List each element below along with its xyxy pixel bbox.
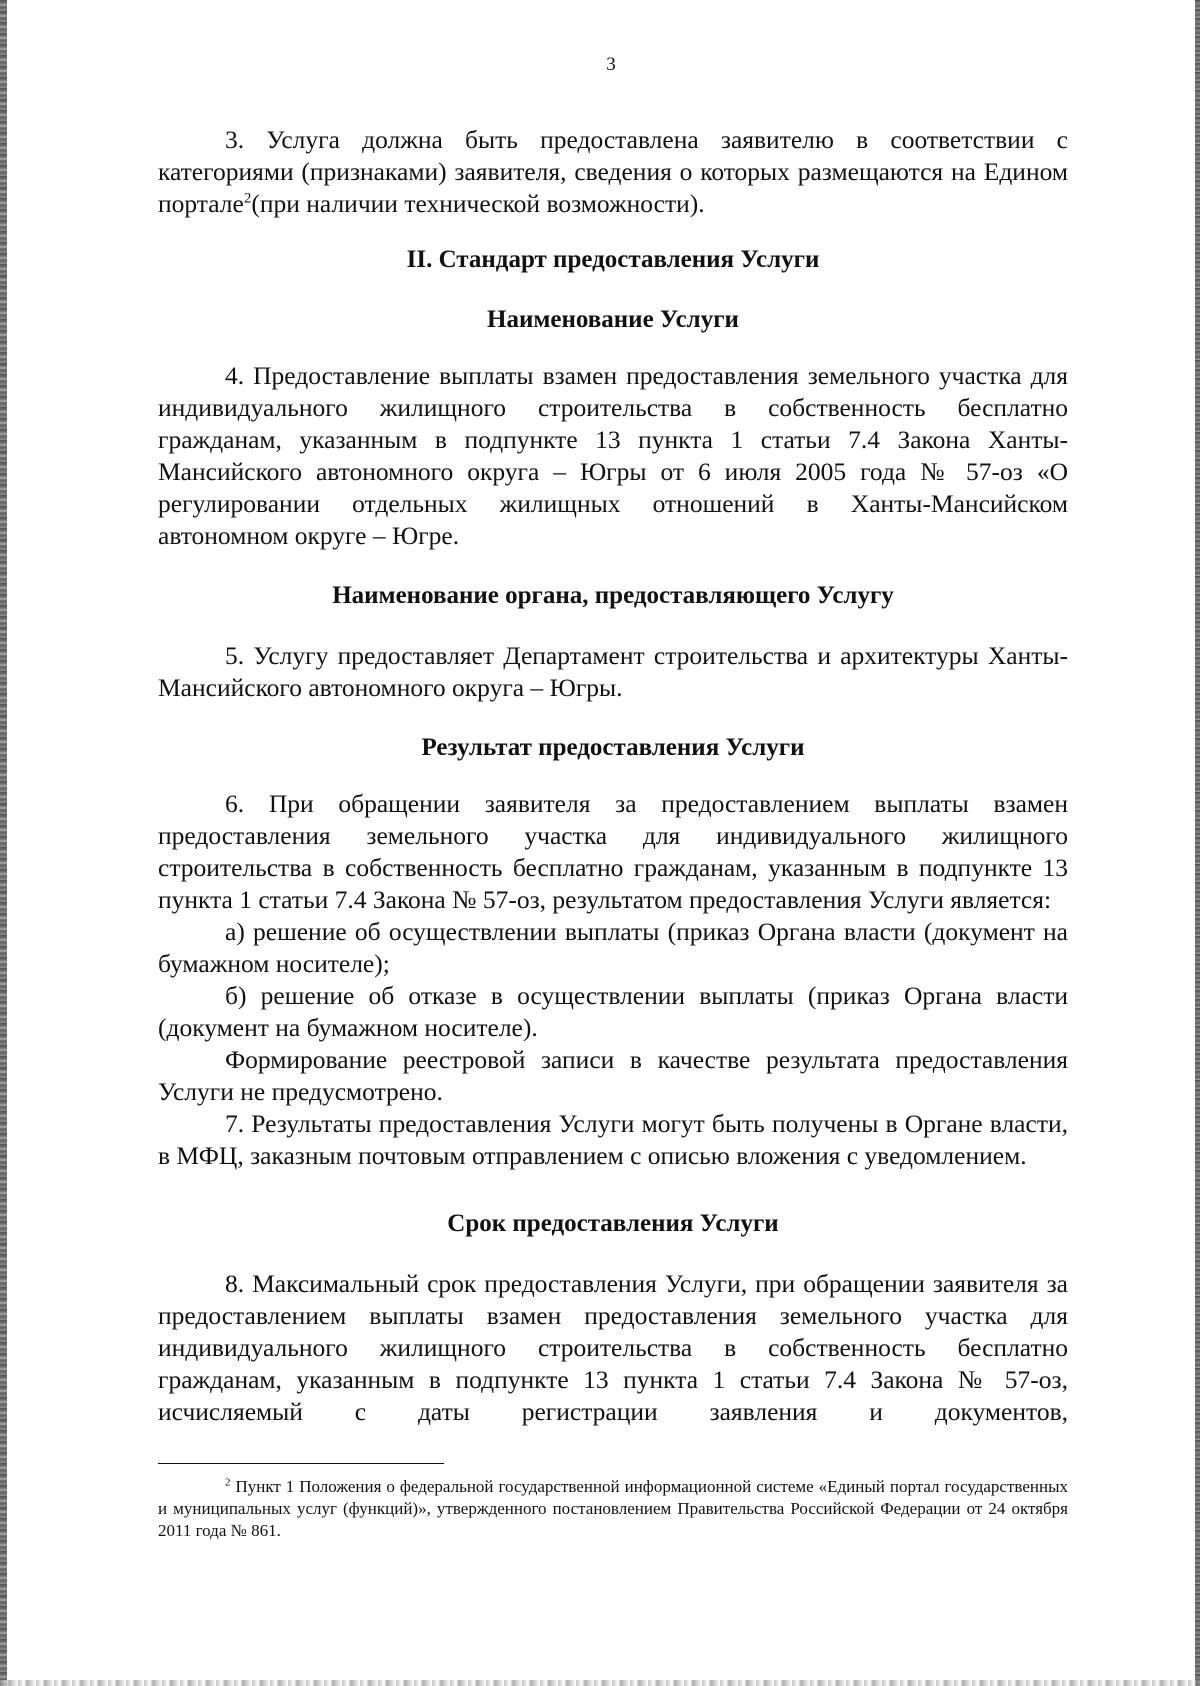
paragraph-item-8: 8. Максимальный срок предоставления Услуги, при обращении заявителя за предоставлением выплаты взамен предоставления земельного участка для индивидуального жилищного строительства в собственность бесплатно гражданам, указанным в подпункте 13 пункта 1 статьи 7.4 Закона № 57-оз, исчисляемый с даты регистрации заявления и документов, [158,1269,1068,1426]
heading-service-name: Наименование Услуги [487,306,739,333]
document-body [158,124,1068,1428]
footnote-ref: 2 [243,190,252,207]
paragraph-item-6: 6. При обращении заявителя за предоставлением выплаты взамен предоставления земельного участка для индивидуального жилищного строительства в собственность бесплатно гражданам, указанным в подпункте 13 пункта 1 статьи 7.4 Закона № 57-оз, результатом предоставления Услуги является: [158,789,1068,914]
scan-edge-left [0,0,7,1686]
scan-edge-right [1195,0,1200,1686]
section-title: II. Стандарт предоставления Услуги [406,246,820,273]
item-3-text-tail: (при наличии технической возможности). [251,189,705,218]
paragraph-item-5: 5. Услугу предоставляет Департамент строительства и архитектуры Ханты-Мансийского автономного округа – Югры. [158,641,1068,702]
heading-result: Результат предоставления Услуги [421,734,805,761]
footnote-number: 2 [225,1476,231,1489]
paragraph-item-4: 4. Предоставление выплаты взамен предоставления земельного участка для индивидуального жилищного строительства в собственность бесплатно гражданам, указанным в подпункте 13 пункта 1 статьи 7.4 Закона Ханты-Мансийского автономного округа – Югры от 6 июля 2005 года № 57-оз «О регулировании отдельных жилищных отношений в Ханты-Мансийском автономном округе – Югре. [158,361,1068,550]
item-3-text: 3. Услуга должна быть предоставлена заявителю в соответствии с категориями (признаками) заявителя, сведения о которых размещаются на Едином портале [158,125,1068,218]
paragraph-item-6c: Формирование реестровой записи в качестве результата предоставления Услуги не предусмотрено. [158,1045,1068,1106]
paragraph-item-3 [158,124,1068,220]
footnote [158,1476,1068,1542]
paragraph-item-6b: б) решение об отказе в осуществлении выплаты (приказ Органа власти (документ на бумажном носителе). [158,981,1068,1042]
heading-organ-name: Наименование органа, предоставляющего Услугу [332,582,894,609]
paragraph-item-6a: а) решение об осуществлении выплаты (приказ Органа власти (документ на бумажном носителе); [158,917,1068,978]
heading-term: Срок предоставления Услуги [447,1210,779,1237]
paragraph-item-7: 7. Результаты предоставления Услуги могут быть получены в Органе власти, в МФЦ, заказным почтовым отправлением с описью вложения с уведомлением. [158,1109,1068,1170]
page-number: 3 [606,54,616,75]
scan-edge-bottom [0,1680,1200,1686]
footnote-divider [158,1463,444,1464]
footnote-text: Пункт 1 Положения о федеральной государственной информационной системе «Единый портал государственных и муниципальных услуг (функций)», утвержденного постановлением Правительства Российской Федерации от 24 октября 2011 года № 861. [158,1477,1068,1540]
